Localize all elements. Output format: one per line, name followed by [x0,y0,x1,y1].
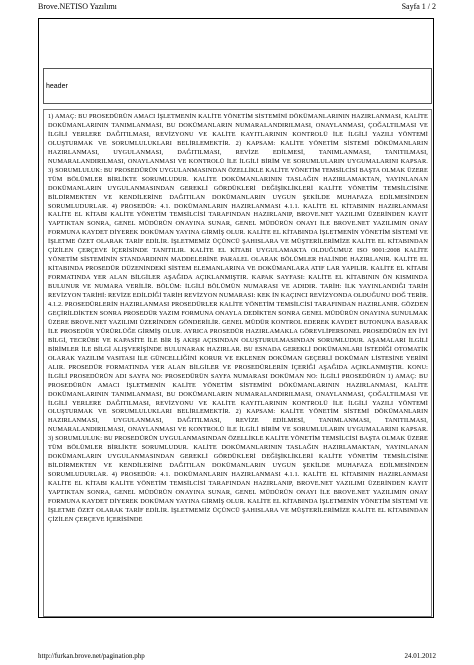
footer-url: http://furkan.brove.net/pagination.php [38,652,145,660]
document-body [43,109,432,617]
footer-date: 24.01.2012 [404,652,436,660]
page-number: Sayfa 1 / 2 [401,2,436,11]
header-section [43,68,432,104]
print-footer [38,650,436,662]
print-header [38,0,436,14]
document-title: Brove.NETISO Yazılımı [38,2,117,11]
procedure-text: 1) AMAÇ: BU PROSEDÜRÜN AMACI İŞLETMENİN KALİTE YÖNETİM SİSTEMİNİ DÖKÜMANLARININ HAZIRLANMASI, KALİTE DOKÜMANLARININ TANIMLANMASI, BU DOKÜMANLARIN NUMARALANDIRILMASI, ONAYLANMASI, ÇOĞALTILMASI VE İLGİLİ YERLERE DAĞITILMASI, REVİZYONU VE KALİTE KAYITLARININ KONTROLÜ İLE İLGİLİ YAZILI YÖNTEMİ OLUŞTURMAK VE SORUMLULUKLARI BELİRLEMEKTİR. 2) KAPSAM: KALİTE YÖNETİM SİSTEMİ DÖKÜMANLARIN HAZIRLANMASI, UYGULANMASI, DAĞITILMASI, REVİZE EDİLMESİ, TANIMLANMASI, TANITILMASI, NUMARALANDIRILMASI, ONAYLANMASI VE KONTROLÜ İLE İLGİLİ BİRİM VE SORUMLULARIN UYGUMALARINI KAPSAR. 3) SORUMLULUK: BU PROSEDÜRÜN UYGULANMASINDAN ÖZELLİKLE KALİTE YÖNETİM TEMSİLCİSİ BAŞTA OLMAK ÜZERE TÜM BÖLÜMLER BİRLİKTE SORUMLUDUR. KALİTE DOKÜMANLARININ TASLAĞIN HAZIRLAMAKTAN, YAYINLANAN DOKÜMANLARIN UYGULANMASINDAN GEREKLİ GÖRDÜKLERİ DEĞİŞİKLİKLERİ KALİTE YÖNETİM TEMSİLCİSİNE BİLDİRMEKTEN VE KENDİLERİNE DAĞITILAN DOKÜMANLARIN UYGUN ŞEKİLDE MUHAFAZA EDİLMESİNDEN SORUMLUDURLAR. 4) PROSEDÜR: 4.1. DOKÜMANLARIN HAZIRLANMASI 4.1.1. KALİTE EL KİTABININ HAZIRLANMASI KALİTE EL KİTABI KALİTE YÖNETİM TEMSİLCİSİ TARAFINDAN HAZIRLANIP, BROVE.NET YAZILIMI ÜZERİNDEN KAYIT YAPTIKTAN SONRA, GENEL MÜDÜRÜN ONAYINA SUNAR, GENEL MÜDÜRÜN ONAYI İLE BROVE.NET YAZILIMIN ONAY FORMUNA KAYDET DİYEREK DOKÜMAN YAYINA GİRMİŞ OLUR. KALİTE EL KİTABINDA İŞLETMENİN YÖNETİM SİSTEMİ VE İŞLETME ÖZET OLARAK TARİF EDİLİR. İŞLETMEMİZ ÜÇÜNCÜ ŞAHISLARA VE MÜŞTERİLERİMİZE KALİTE EL KİTABINDAN ÇİZİLEN ÇERÇEVE İÇERİSİNDE TANITILIR. KALİTE EL KİTABI UYGULAMAKTA OLDUĞUMUZ ISO 9001:2008 KALİTE YÖNETİM SİSTEMİNİN STANDARDININ MADDELERİNE PARALEL OLARAK BÖLÜMLER HALİNDE HAZIRLANIR. KALİTE EL KİTABINDA PROSEDÜR DÜZENİNDEKİ SİSTEM ELEMANLARINA VE DOKÜMANLARA ATIF LAR YAPILIR. KALİTE EL KİTABI FORMATINDA YER ALAN BİLGİLER AŞAĞIDA AÇIKLANMIŞTIR. KAPAK SAYFASI: KALİTE EL KİTABININ ÖN KISMINDA BULUNUR VE NUMARA VERİLİR. BÖLÜM: İLGİLİ BÖLÜMÜN NUMARASI VE ADIDIR. TARİH: İLK YAYINLANDIĞI TARİH REVİZYON TARİHİ: REVİZE EDİLDİĞİ TARİH REVİZYON NUMARASI: KEK İN KAÇINCI REVİZYONDA OLDUĞUNU DOĞ TERİR. 4.1.2. PROSEDÜRLERİN HAZIRLANMASI PROSEDÜRLER KALİTE YÖNETİM TEMSİLCİSİ TARAFINDAN HAZIRLANIR. GÖZDEN GEÇİRİLDİKTEN SONRA PROSEDÜR YAZIM FORMUNA ONAYLA DEDİKTEN SONRA GENEL MÜDÜRÜN ONAYINA SUNULMAK ÜZERE BROVE.NET YAZILIMI ÜZERİNDEN GÖNDERİLİR. GENEL MÜDÜR KONTROL EDEREK KAYDET BUTONUNA BASARAK İLE PROSEDÜR YÜRÜRLÜĞE GİRMİŞ OLUR. AYRICA PROSEDÜR HAZIRLAMAKLA GÖREVLİPERSONEL PROSEDÜRÜN EN İYİ BİLGİ, TECRÜBE VE KAPASİTE İLE BİR İŞ AKIŞI AÇISINDAN OLUŞTURULMASINDAN SORUMLUDUR. AŞAMALARI İLGİLİ BİRİMLER İLE BİLGİ ALIŞVERİŞİNDE BULUNARAK HAZIRLAR. BU ESNADA GEREKLİ DOKÜMANLARI İSTEDİĞİ OTOMATİK OLARAK YAZILIM VASITASI İLE GÜNCELLİĞİNİ KORUR VE EKLENEN DOKÜMAN GEÇERLİ DOKÜMAN LİSTESİNE YERİNİ ALIR. PROSEDÜR FORMATINDA YER ALAN BİLGİLER VE PROSEDÜRLERİN İÇERİĞİ AŞAĞIDA AÇIKLANMIŞTIR. KONU: İLGİLİ PROSEDÜRÜN ADI SAYFA NO: PROSEDÜRÜN SAYFA NUMARASI DOKÜMAN NO: İLGİLİ PROSEDÜRÜN 1) AMAÇ: BU PROSEDÜRÜN AMACI İŞLETMENİN KALİTE YÖNETİM SİSTEMİNİ DÖKÜMANLARININ HAZIRLANMASI, KALİTE DOKÜMANLARININ TANIMLANMASI, BU DOKÜMANLARIN NUMARALANDIRILMASI, ONAYLANMASI, ÇOĞALTILMASI VE İLGİLİ YERLERE DAĞITILMASI, REVİZYONU VE KALİTE KAYITLARININ KONTROLÜ İLE İLGİLİ YAZILI YÖNTEMİ OLUŞTURMAK VE SORUMLULUKLARI BELİRLEMEKTİR. 2) KAPSAM: KALİTE YÖNETİM SİSTEMİ DÖKÜMANLARIN HAZIRLANMASI, UYGULANMASI, DAĞITILMASI, REVİZE EDİLMESİ, TANIMLANMASI, TANITILMASI, NUMARALANDIRILMASI, ONAYLANMASI VE KONTROLÜ İLE İLGİLİ BİRİM VE SORUMLULARIN UYGUMALARINI KAPSAR. 3) SORUMLULUK: BU PROSEDÜRÜN UYGULANMASINDAN ÖZELLİKLE KALİTE YÖNETİM TEMSİLCİSİ BAŞTA OLMAK ÜZERE TÜM BÖLÜMLER BİRLİKTE SORUMLUDUR. KALİTE DOKÜMANLARININ TASLAĞIN HAZIRLAMAKTAN, YAYINLANAN DOKÜMANLARIN UYGULANMASINDAN GEREKLİ GÖRDÜKLERİ DEĞİŞİKLİKLERİ KALİTE YÖNETİM TEMSİLCİSİNE BİLDİRMEKTEN VE KENDİLERİNE DAĞITILAN DOKÜMANLARIN UYGUN ŞEKİLDE MUHAFAZA EDİLMESİNDEN SORUMLUDURLAR. 4) PROSEDÜR: 4.1. DOKÜMANLARIN HAZIRLANMASI 4.1.1. KALİTE EL KİTABININ HAZIRLANMASI KALİTE EL KİTABI KALİTE YÖNETİM TEMSİLCİSİ TARAFINDAN HAZIRLANIP, BROVE.NET YAZILIMI ÜZERİNDEN KAYIT YAPTIKTAN SONRA, GENEL MÜDÜRÜN ONAYINA SUNAR, GENEL MÜDÜRÜN ONAYI İLE BROVE.NET YAZILIMIN ONAY FORMUNA KAYDET DİYEREK DOKÜMAN YAYINA GİRMİŞ OLUR. KALİTE EL KİTABINDA İŞLETMENİN YÖNETİM SİSTEMİ VE İŞLETME ÖZET OLARAK TARİF EDİLİR. İŞLETMEMİZ ÜÇÜNCÜ ŞAHISLARA VE MÜŞTERİLERİMİZE KALİTE EL KİTABINDAN ÇİZİLEN ÇERÇEVE İÇERİSİNDE [48,113,428,523]
header-label: header [46,83,68,90]
